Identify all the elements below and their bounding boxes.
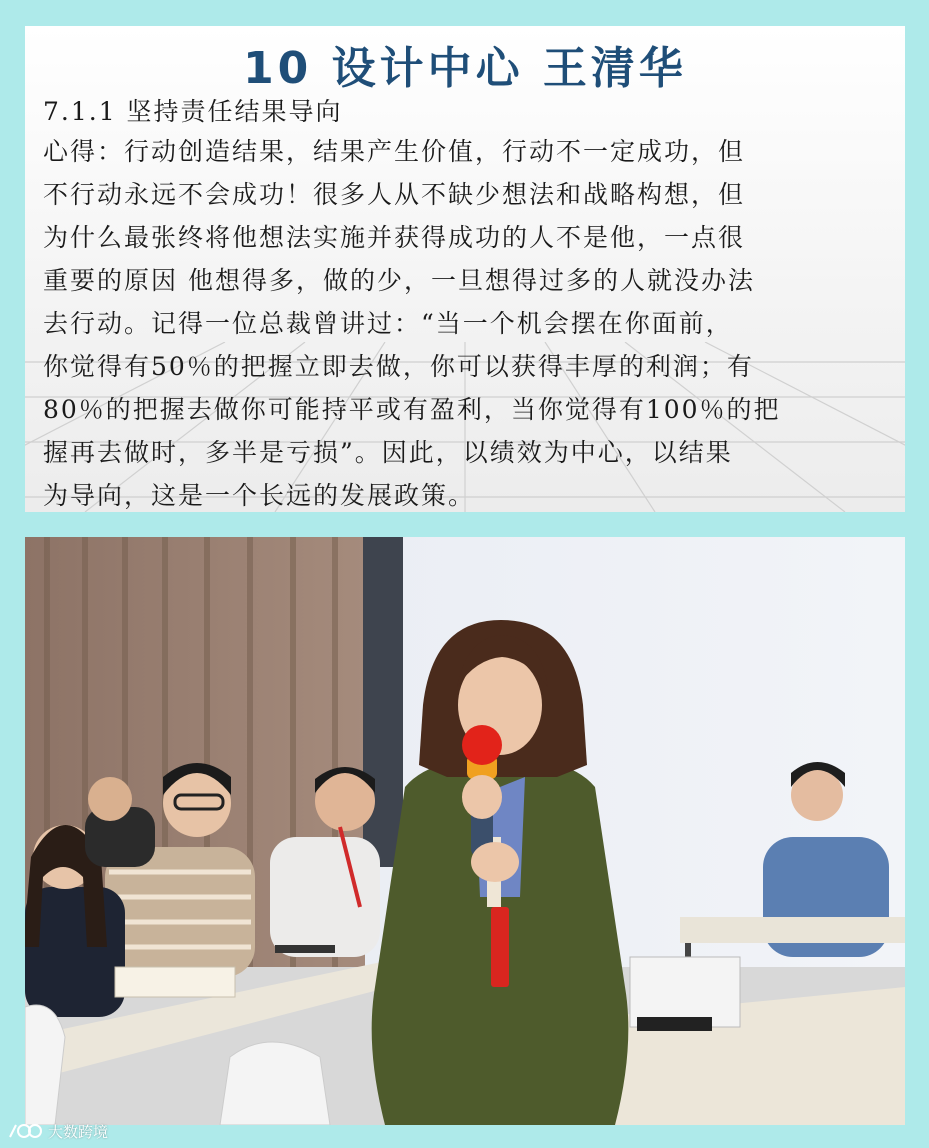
text-card <box>25 26 905 512</box>
body-line: 重要的原因 他想得多，做的少，一旦想得过多的人就没办法 <box>43 266 755 295</box>
body-line: 为什么最张终将他想法实施并获得成功的人不是他，一点很 <box>43 223 746 252</box>
body-line: 为导向，这是一个长远的发展政策。 <box>43 481 476 510</box>
body-line: 你觉得有50％的把握立即去做，你可以获得丰厚的利润；有 <box>43 352 754 381</box>
watermark-text: 大数跨境 <box>48 1122 109 1141</box>
body-line: 80％的把握去做你可能持平或有盈利，当你觉得有100％的把 <box>43 395 781 424</box>
classroom-photo-illustration <box>25 537 905 1125</box>
classroom-photo <box>25 537 905 1125</box>
page-title: 10 设计中心 王清华 <box>243 43 687 94</box>
body-line: 去行动。记得一位总裁曾讲过：“当一个机会摆在你面前， <box>43 309 733 338</box>
section-heading: 7.1.1 坚持责任结果导向 <box>43 97 343 126</box>
watermark-logo-icon <box>8 1122 42 1140</box>
watermark <box>8 1119 108 1143</box>
body-line: 不行动永远不会成功！很多人从不缺少想法和战略构想，但 <box>43 180 746 209</box>
body-line: 握再去做时，多半是亏损”。因此，以绩效为中心，以结果 <box>43 438 733 467</box>
body-line: 心得：行动创造结果，结果产生价值，行动不一定成功，但 <box>43 137 746 166</box>
body-text <box>43 130 891 512</box>
